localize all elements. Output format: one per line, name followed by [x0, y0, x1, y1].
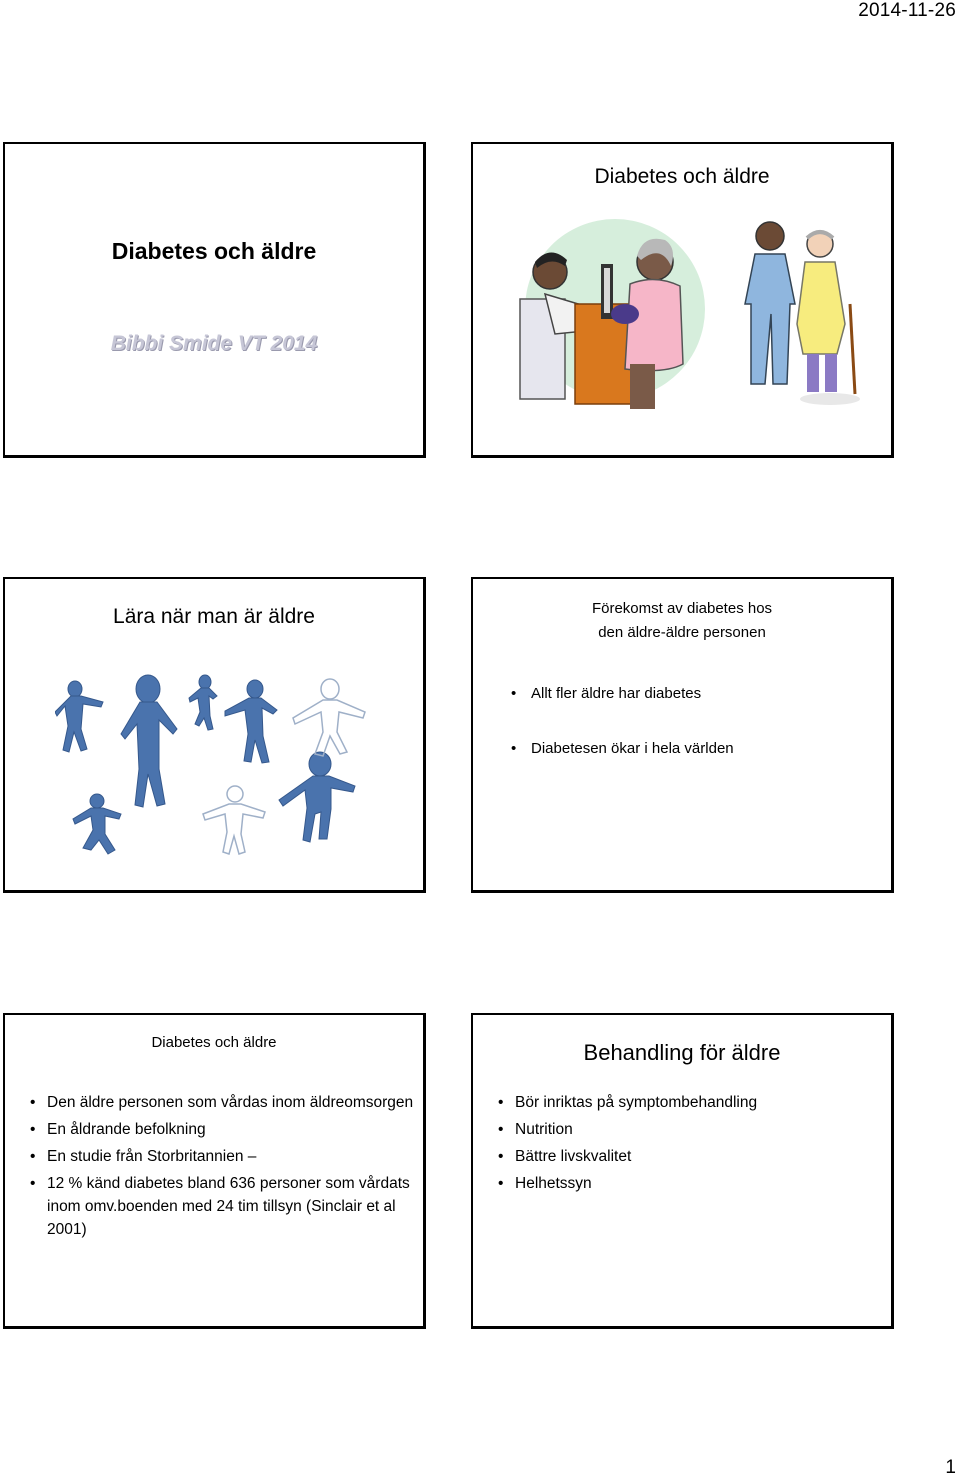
- bullet-item: • Bättre livskvalitet: [515, 1145, 757, 1168]
- bullet-item: • Allt fler äldre har diabetes: [531, 682, 734, 737]
- bullet-item: • En studie från Storbritannien –: [47, 1145, 417, 1168]
- bullet-item: • Bör inriktas på symptombehandling: [515, 1091, 757, 1114]
- slide-1: [3, 142, 426, 458]
- bullet-list: [531, 682, 734, 792]
- slide-2: [471, 142, 894, 458]
- bullet-item: • En åldrande befolkning: [47, 1118, 417, 1141]
- bullet-item: • 12 % känd diabetes bland 636 personer som vårdats inom omv.boenden med 24 tim tillsyn (Sinclair et al 2001): [47, 1172, 417, 1241]
- slide-5: [3, 1013, 426, 1329]
- slide-title: Lära när man är äldre: [113, 605, 315, 628]
- slide-subtitle: Bibbi Smide VT 2014: [110, 332, 318, 355]
- slide-title: Diabetes och äldre: [594, 165, 770, 188]
- page-number: 1: [945, 1457, 956, 1478]
- bullet-list: [47, 1091, 417, 1245]
- caregiver-illustration: [515, 214, 865, 409]
- bullet-list: [515, 1091, 757, 1199]
- bullet-item: • Diabetesen ökar i hela världen: [531, 737, 734, 792]
- bullet-item: • Den äldre personen som vårdas inom äldreomsorgen: [47, 1091, 417, 1114]
- slide-title: Behandling för äldre: [583, 1040, 781, 1065]
- slide-4: [471, 577, 894, 893]
- slide-title: Diabetes och äldre: [151, 1034, 277, 1051]
- title-line-2: den äldre-äldre personen: [598, 624, 766, 641]
- slide-6: [471, 1013, 894, 1329]
- slide-title: [473, 597, 891, 645]
- bullet-item: • Nutrition: [515, 1118, 757, 1141]
- slide-3: [3, 577, 426, 893]
- header-date: 2014-11-26: [858, 0, 956, 21]
- bullet-item: • Helhetssyn: [515, 1172, 757, 1195]
- dancing-figures-illustration: [55, 674, 375, 874]
- title-line-1: Förekomst av diabetes hos: [591, 600, 773, 617]
- slide-title: Diabetes och äldre: [111, 238, 317, 264]
